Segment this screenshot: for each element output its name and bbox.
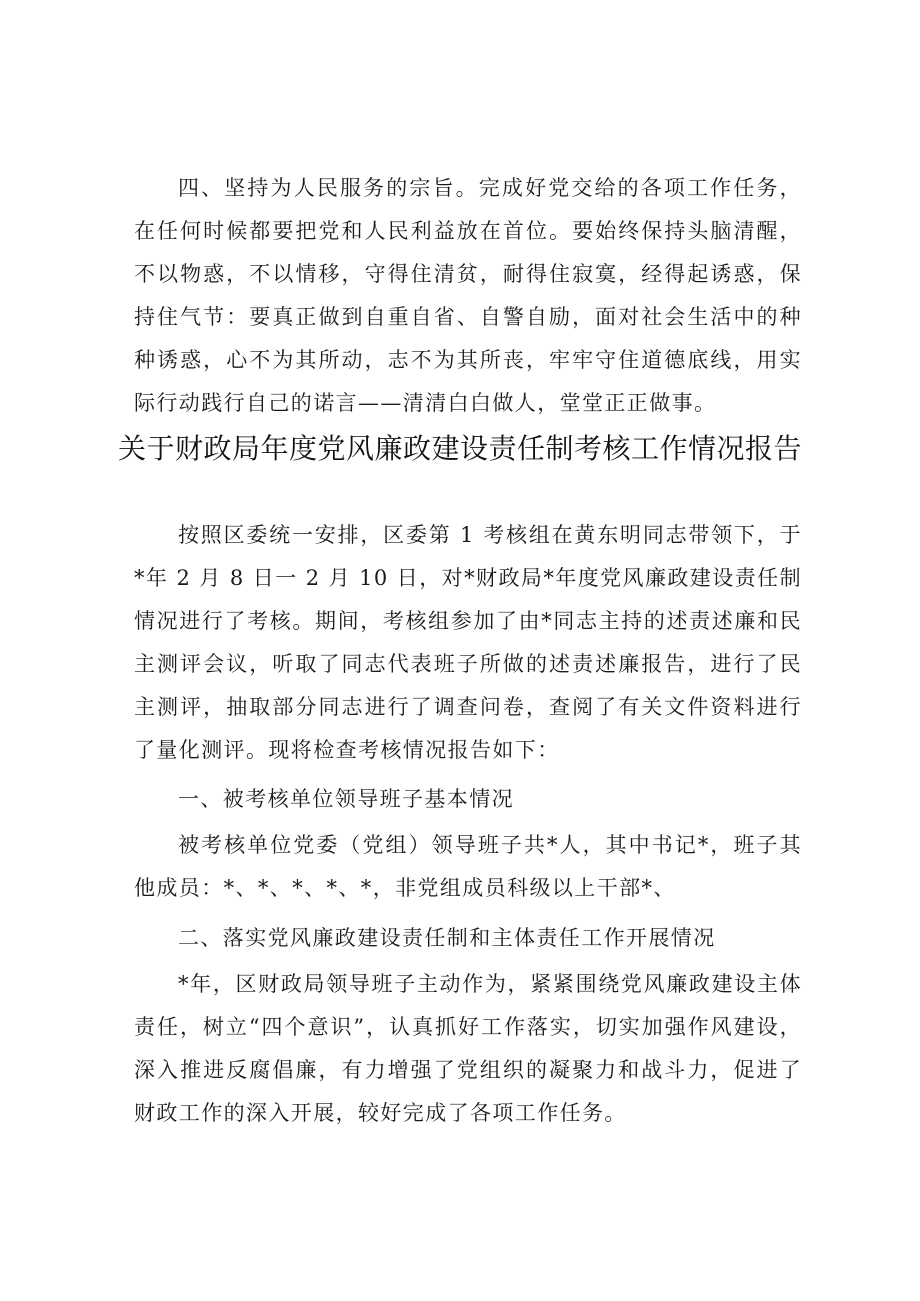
report-title: 关于财政局年度党风廉政建设责任制考核工作情况报告 xyxy=(117,432,802,465)
section-heading-1: 一、被考核单位领导班子基本情况 xyxy=(178,787,514,811)
section-heading-2: 二、落实党风廉政建设责任制和主体责任工作开展情况 xyxy=(178,926,716,950)
paragraph-work: *年，区财政局领导班子主动作为，紧紧围绕党风廉政建设主体责任，树立“四个意识”，认真抓好工作落实，切实加强作风建设，深入推进反腐倡廉，有力增强了党组织的凝聚力和战斗力，促进了财政工作的深入开展，较好完成了各项工作任务。 xyxy=(134,972,802,1125)
paragraph-leadership: 被考核单位党委（党组）领导班子共*人，其中书记*，班子其他成员：*、*、*、*、*，非党组成员科级以上干部*、 xyxy=(134,833,802,900)
paragraph-intro: 四、坚持为人民服务的宗旨。完成好党交给的各项工作任务，在任何时候都要把党和人民利益放在首位。要始终保持头脑清醒，不以物惑，不以情移，守得住清贫，耐得住寂寞，经得起诱惑，保持住气节：要真正做到自重自省、自警自励，面对社会生活中的种种诱惑，心不为其所动，志不为其所丧，牢牢守住道德底线，用实际行动践行自己的诺言——清清白白做人，堂堂正正做事。 xyxy=(134,176,802,415)
paragraph-arrangement: 按照区委统一安排，区委第 1 考核组在黄东明同志带领下，于*年 2 月 8 日一 2 月 10 日，对*财政局*年度党风廉政建设责任制情况进行了考核。期间，考核组参加了由*同志主持的述责述廉和民主测评会议，听取了同志代表班子所做的述责述廉报告，进行了民主测评，抽取部分同志进行了调查问卷，查阅了有关文件资料进行了量化测评。现将检查考核情况报告如下： xyxy=(134,523,802,762)
